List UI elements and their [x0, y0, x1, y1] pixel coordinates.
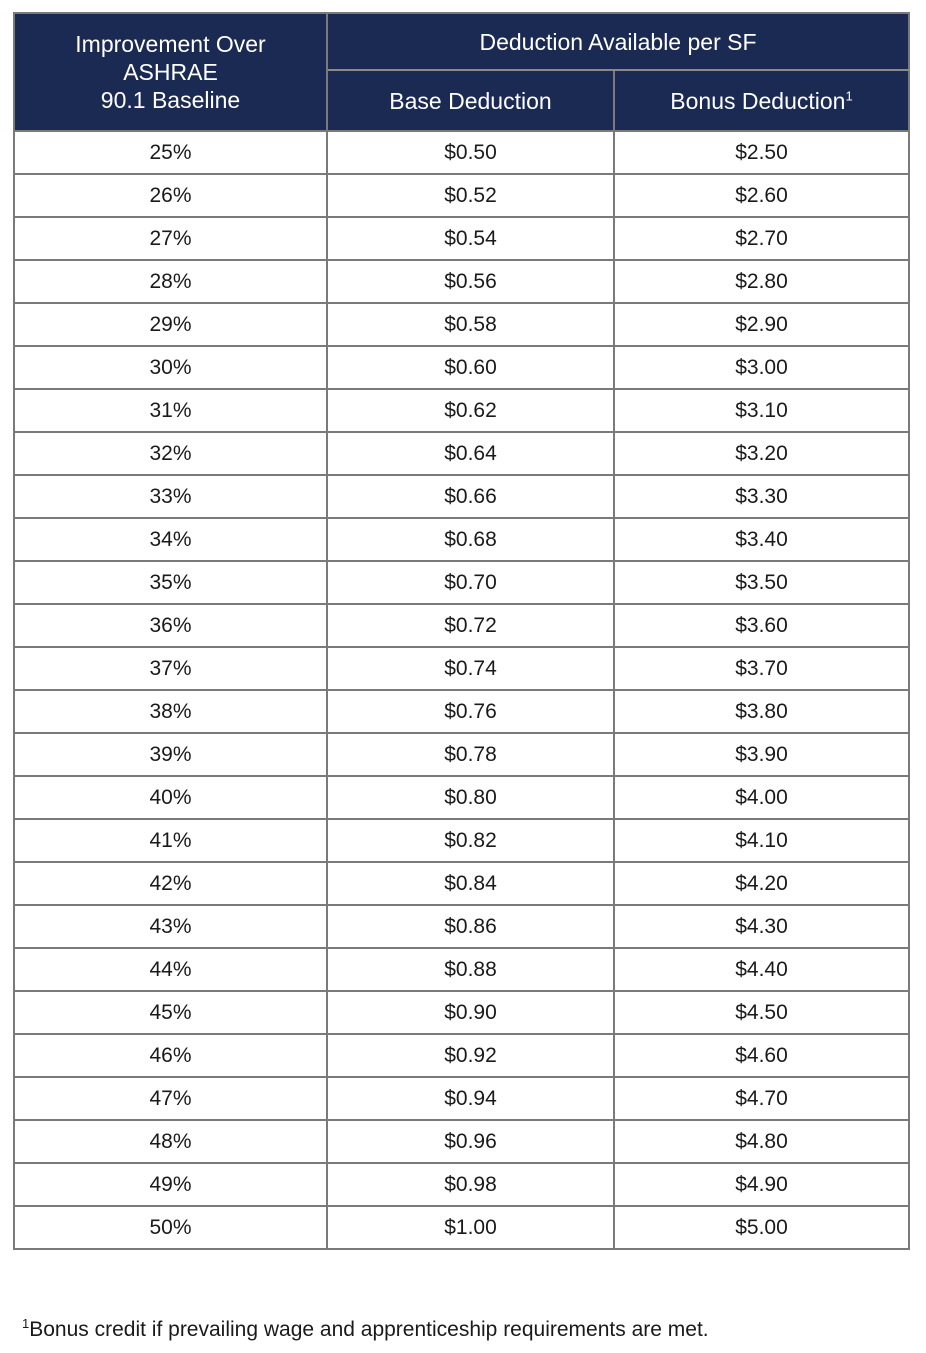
- base-deduction-cell: $0.60: [327, 346, 614, 389]
- improvement-cell: 36%: [14, 604, 327, 647]
- base-deduction-cell: $0.76: [327, 690, 614, 733]
- base-deduction-cell: $0.62: [327, 389, 614, 432]
- deduction-group-header: Deduction Available per SF: [327, 13, 909, 70]
- base-deduction-cell: $0.98: [327, 1163, 614, 1206]
- improvement-cell: 37%: [14, 647, 327, 690]
- bonus-deduction-cell: $3.40: [614, 518, 909, 561]
- table-row: [14, 1120, 909, 1163]
- base-deduction-cell: $1.00: [327, 1206, 614, 1249]
- footnote-marker: 1: [22, 1316, 30, 1331]
- table-row: [14, 1206, 909, 1249]
- improvement-cell: 43%: [14, 905, 327, 948]
- bonus-deduction-label: Bonus Deduction: [670, 87, 846, 114]
- table-row: [14, 1163, 909, 1206]
- base-deduction-header: Base Deduction: [327, 70, 614, 131]
- improvement-cell: 41%: [14, 819, 327, 862]
- bonus-deduction-header: [614, 70, 909, 131]
- table-row: [14, 862, 909, 905]
- improvement-cell: 40%: [14, 776, 327, 819]
- base-deduction-cell: $0.58: [327, 303, 614, 346]
- bonus-deduction-cell: $3.10: [614, 389, 909, 432]
- improvement-cell: 35%: [14, 561, 327, 604]
- bonus-deduction-cell: $4.30: [614, 905, 909, 948]
- improvement-cell: 39%: [14, 733, 327, 776]
- bonus-deduction-cell: $3.90: [614, 733, 909, 776]
- table-row: [14, 948, 909, 991]
- base-deduction-cell: $0.72: [327, 604, 614, 647]
- improvement-cell: 50%: [14, 1206, 327, 1249]
- improvement-header-line2: ASHRAE: [123, 59, 218, 85]
- improvement-column-header: [14, 13, 327, 131]
- bonus-deduction-cell: $3.70: [614, 647, 909, 690]
- table-body: [14, 131, 909, 1249]
- bonus-deduction-cell: $4.00: [614, 776, 909, 819]
- improvement-cell: 30%: [14, 346, 327, 389]
- improvement-cell: 29%: [14, 303, 327, 346]
- bonus-deduction-cell: $4.20: [614, 862, 909, 905]
- bonus-deduction-cell: $3.50: [614, 561, 909, 604]
- improvement-cell: 28%: [14, 260, 327, 303]
- improvement-cell: 31%: [14, 389, 327, 432]
- bonus-deduction-cell: $5.00: [614, 1206, 909, 1249]
- table-row: [14, 131, 909, 174]
- improvement-cell: 27%: [14, 217, 327, 260]
- deduction-table-container: [13, 12, 908, 1250]
- improvement-cell: 42%: [14, 862, 327, 905]
- base-deduction-cell: $0.80: [327, 776, 614, 819]
- base-deduction-cell: $0.74: [327, 647, 614, 690]
- table-row: [14, 217, 909, 260]
- base-deduction-cell: $0.94: [327, 1077, 614, 1120]
- table-row: [14, 432, 909, 475]
- table-row: [14, 819, 909, 862]
- improvement-cell: 33%: [14, 475, 327, 518]
- table-row: [14, 561, 909, 604]
- bonus-deduction-cell: $2.60: [614, 174, 909, 217]
- bonus-deduction-cell: $3.20: [614, 432, 909, 475]
- base-deduction-cell: $0.50: [327, 131, 614, 174]
- base-deduction-cell: $0.84: [327, 862, 614, 905]
- base-deduction-cell: $0.64: [327, 432, 614, 475]
- base-deduction-cell: $0.88: [327, 948, 614, 991]
- improvement-cell: 48%: [14, 1120, 327, 1163]
- table-row: [14, 475, 909, 518]
- table-row: [14, 518, 909, 561]
- improvement-header-line1: Improvement Over: [75, 31, 266, 57]
- improvement-cell: 49%: [14, 1163, 327, 1206]
- footnote: [22, 1318, 709, 1342]
- base-deduction-cell: $0.66: [327, 475, 614, 518]
- table-row: [14, 647, 909, 690]
- improvement-cell: 25%: [14, 131, 327, 174]
- base-deduction-cell: $0.68: [327, 518, 614, 561]
- table-row: [14, 905, 909, 948]
- bonus-deduction-cell: $2.50: [614, 131, 909, 174]
- table-row: [14, 1034, 909, 1077]
- improvement-cell: 26%: [14, 174, 327, 217]
- bonus-deduction-cell: $4.50: [614, 991, 909, 1034]
- footnote-text: Bonus credit if prevailing wage and apprenticeship requirements are met.: [29, 1318, 709, 1341]
- improvement-cell: 45%: [14, 991, 327, 1034]
- table-row: [14, 690, 909, 733]
- improvement-cell: 34%: [14, 518, 327, 561]
- base-deduction-cell: $0.96: [327, 1120, 614, 1163]
- table-header: [14, 13, 909, 131]
- improvement-cell: 44%: [14, 948, 327, 991]
- bonus-deduction-cell: $3.00: [614, 346, 909, 389]
- improvement-cell: 47%: [14, 1077, 327, 1120]
- base-deduction-cell: $0.92: [327, 1034, 614, 1077]
- base-deduction-cell: $0.82: [327, 819, 614, 862]
- bonus-deduction-cell: $4.60: [614, 1034, 909, 1077]
- table-row: [14, 776, 909, 819]
- base-deduction-cell: $0.78: [327, 733, 614, 776]
- base-deduction-cell: $0.70: [327, 561, 614, 604]
- improvement-cell: 32%: [14, 432, 327, 475]
- bonus-deduction-cell: $2.80: [614, 260, 909, 303]
- bonus-deduction-cell: $3.80: [614, 690, 909, 733]
- deduction-table: [13, 12, 910, 1250]
- bonus-deduction-cell: $3.30: [614, 475, 909, 518]
- base-deduction-cell: $0.56: [327, 260, 614, 303]
- improvement-cell: 46%: [14, 1034, 327, 1077]
- bonus-deduction-cell: $2.70: [614, 217, 909, 260]
- bonus-deduction-cell: $3.60: [614, 604, 909, 647]
- footnote-marker: 1: [845, 87, 853, 103]
- table-row: [14, 389, 909, 432]
- table-row: [14, 1077, 909, 1120]
- bonus-deduction-cell: $4.90: [614, 1163, 909, 1206]
- table-row: [14, 303, 909, 346]
- bonus-deduction-cell: $4.80: [614, 1120, 909, 1163]
- bonus-deduction-cell: $4.40: [614, 948, 909, 991]
- base-deduction-cell: $0.90: [327, 991, 614, 1034]
- table-row: [14, 260, 909, 303]
- base-deduction-cell: $0.54: [327, 217, 614, 260]
- table-row: [14, 604, 909, 647]
- bonus-deduction-cell: $2.90: [614, 303, 909, 346]
- base-deduction-cell: $0.86: [327, 905, 614, 948]
- bonus-deduction-cell: $4.10: [614, 819, 909, 862]
- improvement-cell: 38%: [14, 690, 327, 733]
- table-row: [14, 991, 909, 1034]
- base-deduction-cell: $0.52: [327, 174, 614, 217]
- table-row: [14, 733, 909, 776]
- table-row: [14, 346, 909, 389]
- bonus-deduction-cell: $4.70: [614, 1077, 909, 1120]
- improvement-header-line3: 90.1 Baseline: [100, 87, 241, 113]
- table-row: [14, 174, 909, 217]
